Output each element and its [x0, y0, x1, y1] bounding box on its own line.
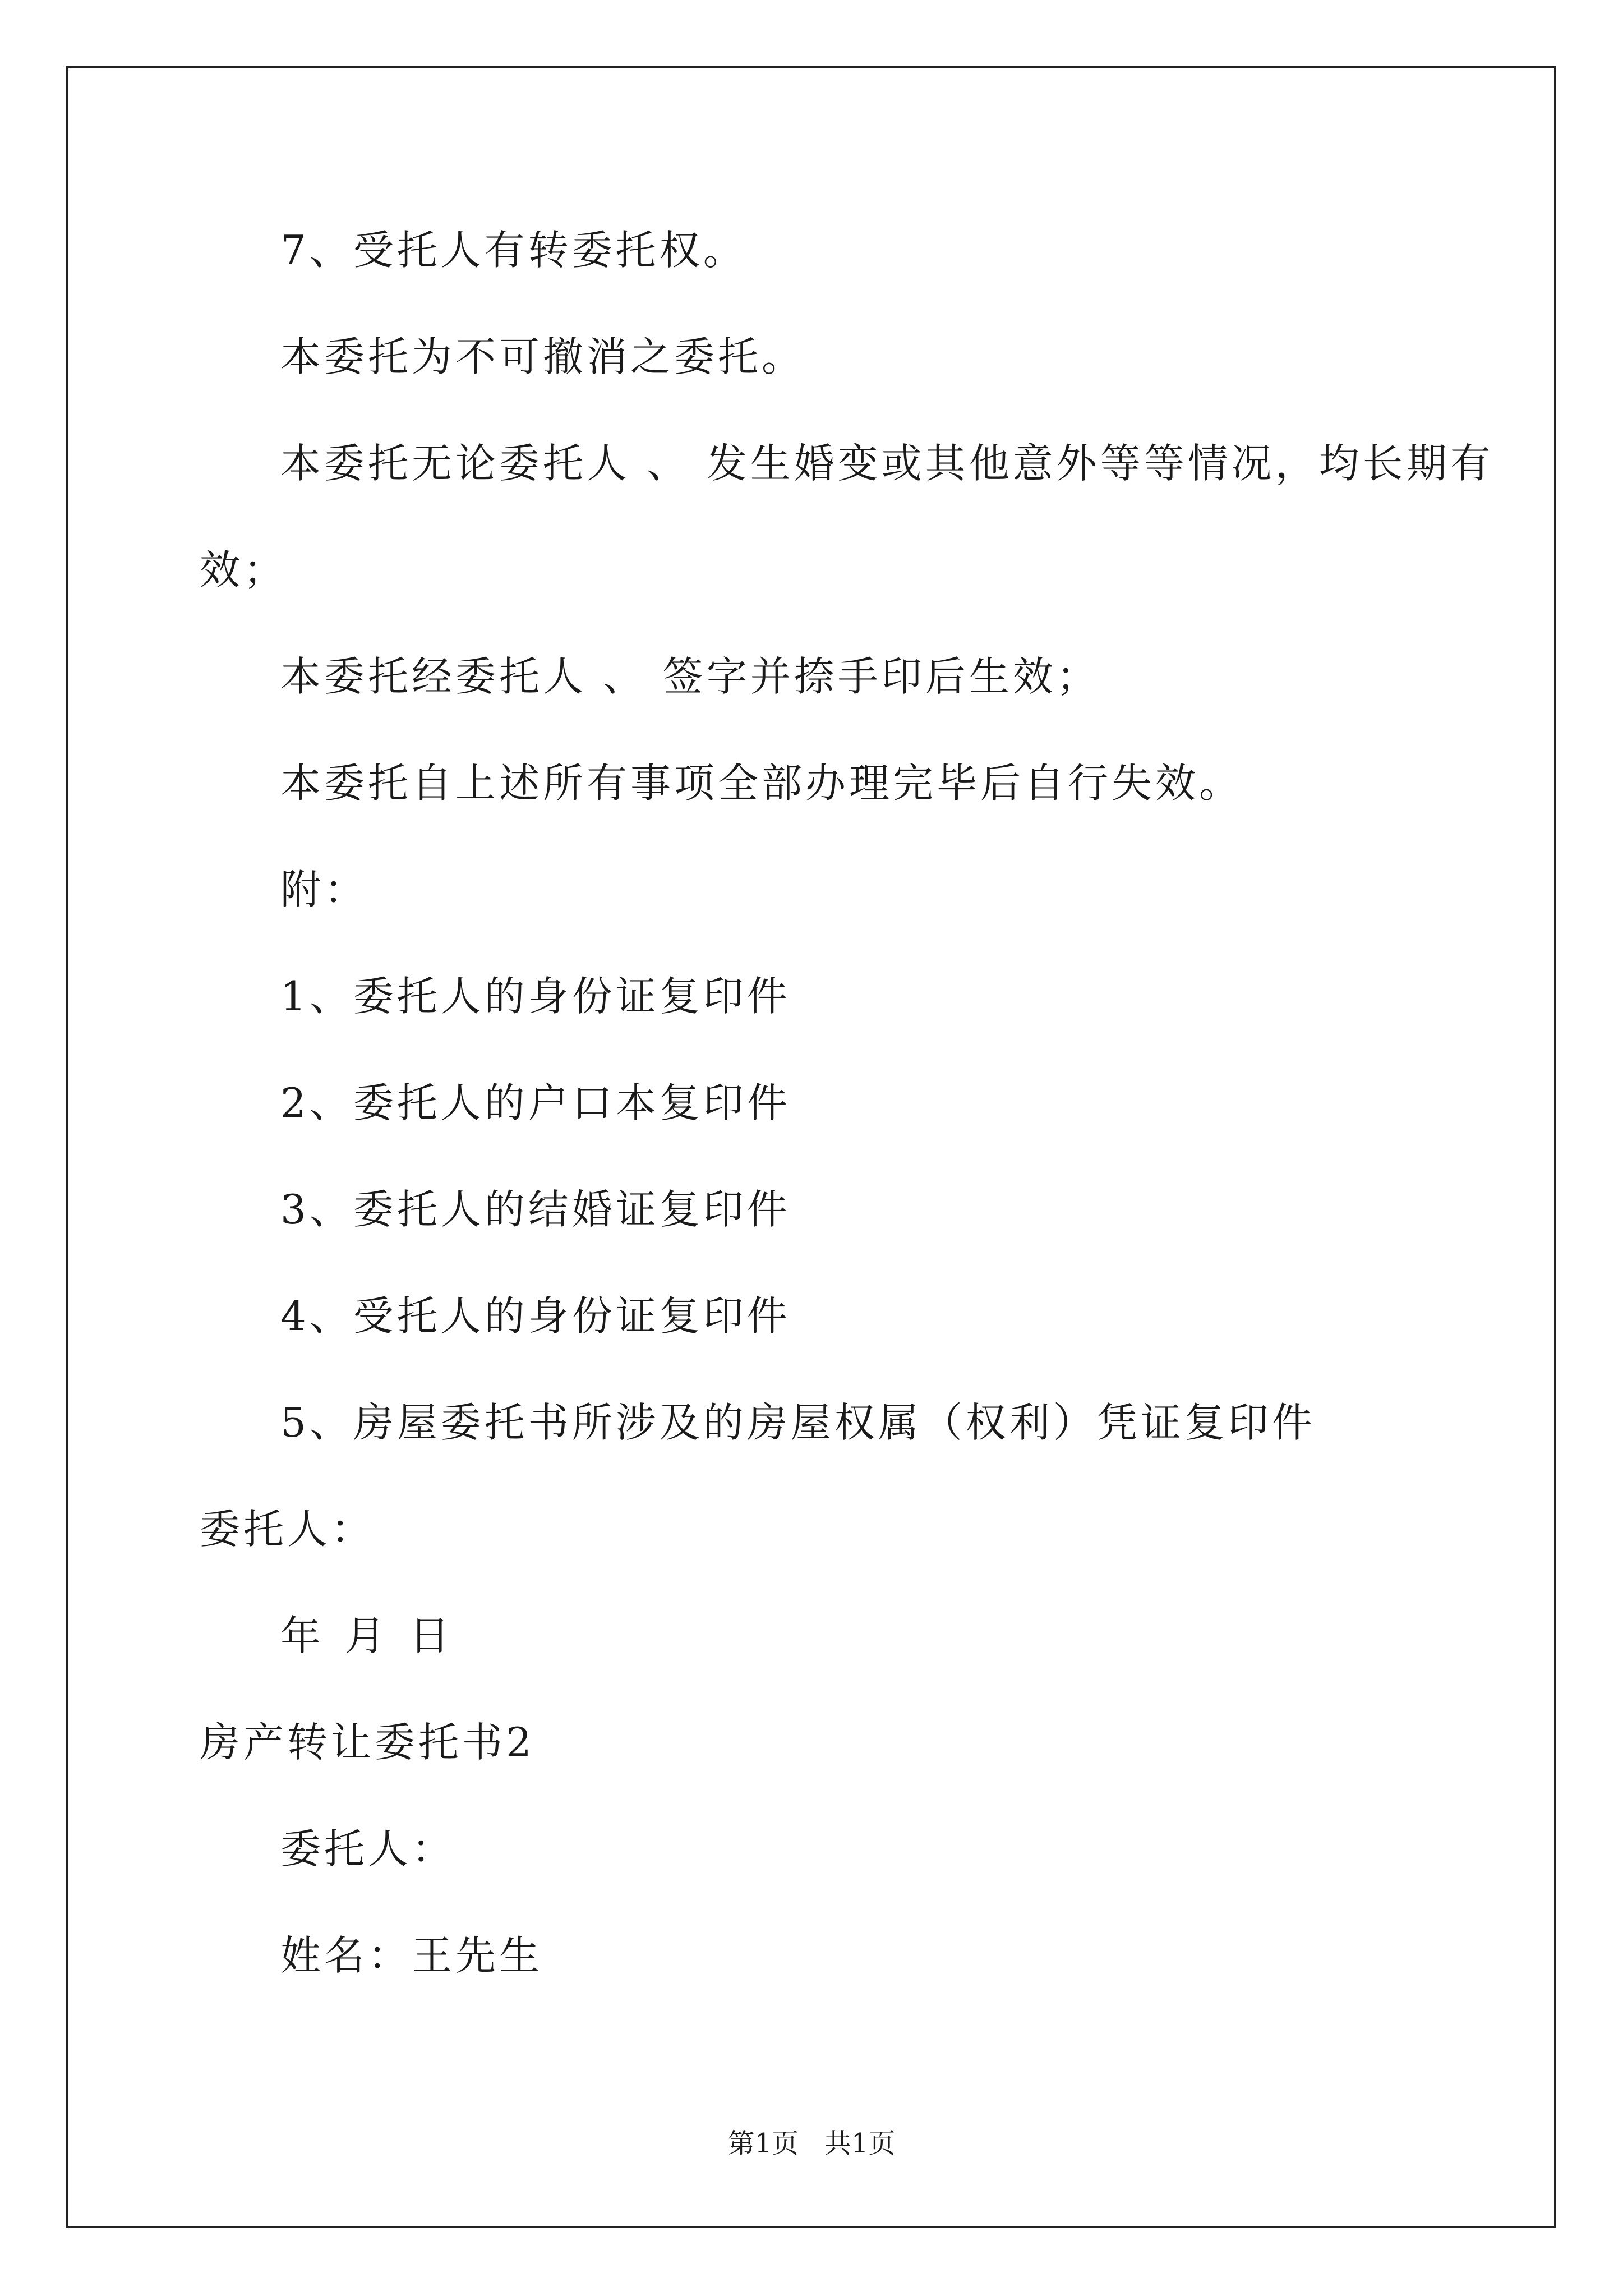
principal-name-line: 姓名：王先生: [280, 1932, 543, 1979]
principal-label: 委托人：: [280, 1825, 456, 1872]
attachment-item-2: 2、委托人的户口本复印件: [280, 1079, 791, 1126]
irrevocable-line: 本委托为不可撤消之委托。: [280, 333, 806, 380]
principal-signature-label: 委托人：: [200, 1506, 375, 1553]
page-footer: 第1页 共1页: [727, 2128, 896, 2159]
validity-line-continued: 效；: [200, 546, 288, 593]
attachment-item-4: 4、受托人的身份证复印件: [280, 1292, 791, 1340]
attachments-heading: 附：: [280, 866, 368, 913]
attachment-item-3: 3、委托人的结婚证复印件: [280, 1186, 791, 1233]
clause-7-line: 7、受托人有转委托权。: [280, 227, 747, 274]
expiry-line: 本委托自上述所有事项全部办理完毕后自行失效。: [280, 760, 1243, 807]
effective-line: 本委托经委托人 、 签字并捺手印后生效；: [280, 653, 1100, 700]
page-border: [66, 66, 1556, 2228]
date-line: 年 月 日: [280, 1612, 455, 1659]
attachment-item-5: 5、房屋委托书所涉及的房屋权属（权利）凭证复印件: [280, 1399, 1316, 1446]
attachment-item-1: 1、委托人的身份证复印件: [280, 973, 791, 1020]
section-title: 房产转让委托书2: [200, 1719, 535, 1766]
validity-line: 本委托无论委托人 、 发生婚变或其他意外等等情况，均长期有: [280, 440, 1494, 487]
